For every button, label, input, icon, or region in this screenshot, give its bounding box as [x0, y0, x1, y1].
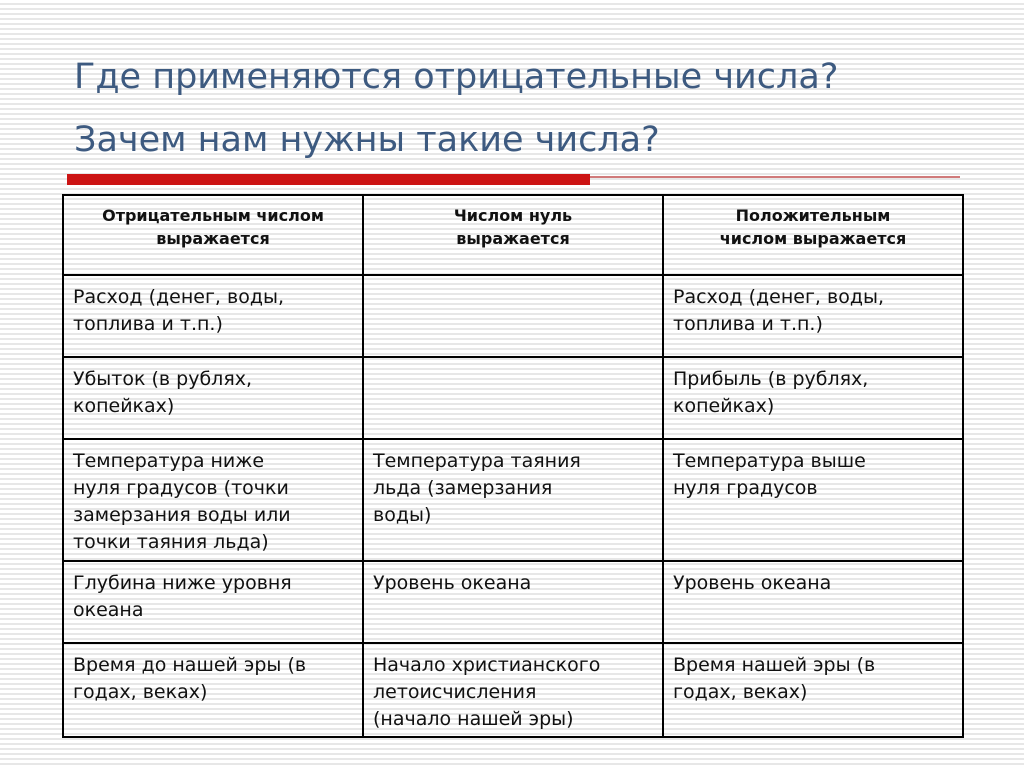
numbers-table	[62, 194, 964, 738]
header-negative: Отрицательным числом выражается	[63, 195, 363, 275]
cell-zero	[363, 357, 663, 439]
cell-positive: Уровень океана	[663, 561, 963, 643]
table-header-row	[63, 195, 963, 275]
cell-negative: Время до нашей эры (в годах, веках)	[63, 643, 363, 737]
header-zero: Числом нуль выражается	[363, 195, 663, 275]
cell-zero: Температура таяния льда (замерзания воды)	[363, 439, 663, 561]
cell-positive: Температура выше нуля градусов	[663, 439, 963, 561]
cell-negative: Убыток (в рублях, копейках)	[63, 357, 363, 439]
table-row	[63, 275, 963, 357]
red-accent-bar	[67, 174, 590, 185]
slide-title-line-1: Где применяются отрицательные числа?	[74, 57, 839, 97]
table-row	[63, 439, 963, 561]
cell-positive: Время нашей эры (в годах, веках)	[663, 643, 963, 737]
header-positive: Положительным числом выражается	[663, 195, 963, 275]
cell-zero	[363, 275, 663, 357]
cell-positive: Расход (денег, воды, топлива и т.п.)	[663, 275, 963, 357]
cell-zero: Начало христианского летоисчисления (начало нашей эры)	[363, 643, 663, 737]
table-row	[63, 357, 963, 439]
cell-negative: Температура ниже нуля градусов (точки замерзания воды или точки таяния льда)	[63, 439, 363, 561]
cell-positive: Прибыль (в рублях, копейках)	[663, 357, 963, 439]
table-row	[63, 561, 963, 643]
slide-title-line-2: Зачем нам нужны такие числа?	[74, 120, 660, 160]
thin-accent-line	[590, 176, 960, 178]
cell-negative: Расход (денег, воды, топлива и т.п.)	[63, 275, 363, 357]
cell-zero: Уровень океана	[363, 561, 663, 643]
table-row	[63, 643, 963, 737]
cell-negative: Глубина ниже уровня океана	[63, 561, 363, 643]
